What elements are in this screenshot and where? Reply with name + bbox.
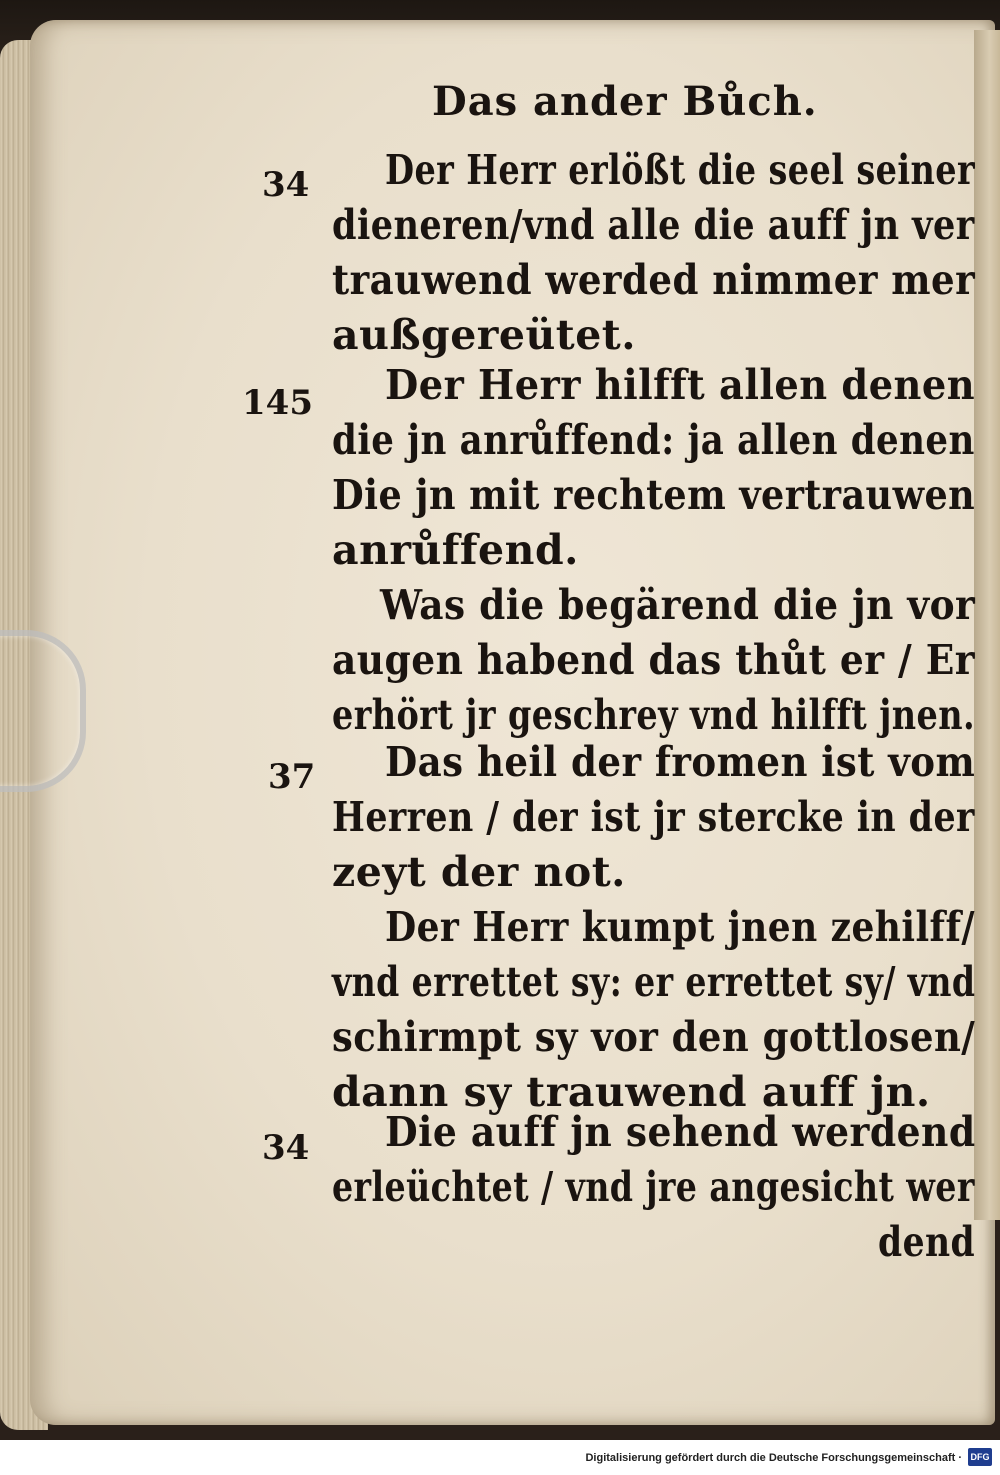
text-line: Der Herr kumpt jnen zehilff/ [385,903,975,951]
text-line: Was die begärend die jn vor [380,581,976,629]
verse-number: 145 [242,383,313,423]
text-line: dieneren/vnd alle die auff jn ver [332,201,975,249]
footer-credit: Digitalisierung gefördert durch die Deutsche Forschungsgemeinschaft · [585,1452,962,1464]
text-line: trauwend werded nimmer mer [332,256,976,304]
text-line: zeyt der not. [332,848,626,896]
text-line: erhört jr geschrey vnd hilfft jnen. [332,691,976,739]
text-line: Der Herr hilfft allen denen [385,361,976,409]
text-line: schirmpt sy vor den gottlosen/ [332,1013,976,1061]
text-line: Die auff jn sehend werdend [385,1108,976,1156]
verse-number: 34 [262,1128,310,1168]
text-line: Herren / der ist jr stercke in der [332,793,975,841]
text-line: vnd errettet sy: er errettet sy/ vnd [332,958,976,1006]
text-line: außgereütet. [332,311,637,359]
text-line: anrůffend. [332,526,579,574]
text-line: erleüchtet / vnd jre angesicht wer [332,1163,975,1211]
verse-number: 37 [268,757,316,797]
text-line: Die jn mit rechtem vertrauwen [332,471,976,519]
text-line: dann sy trauwend auff jn. [332,1068,931,1116]
text-line: die jn anrůffend: ja allen denen [332,416,975,464]
text-line: Das heil der fromen ist vom [385,738,976,786]
catchword: dend [878,1218,976,1266]
text-line: augen habend das thůt er / Er [332,636,976,684]
digitization-footer [0,1440,1000,1475]
text-line: Der Herr erlößt die seel seiner [385,146,976,194]
running-header: Das ander Bůch. [432,78,818,125]
verse-number: 34 [262,165,310,205]
dfg-logo-icon: DFG [968,1448,992,1466]
